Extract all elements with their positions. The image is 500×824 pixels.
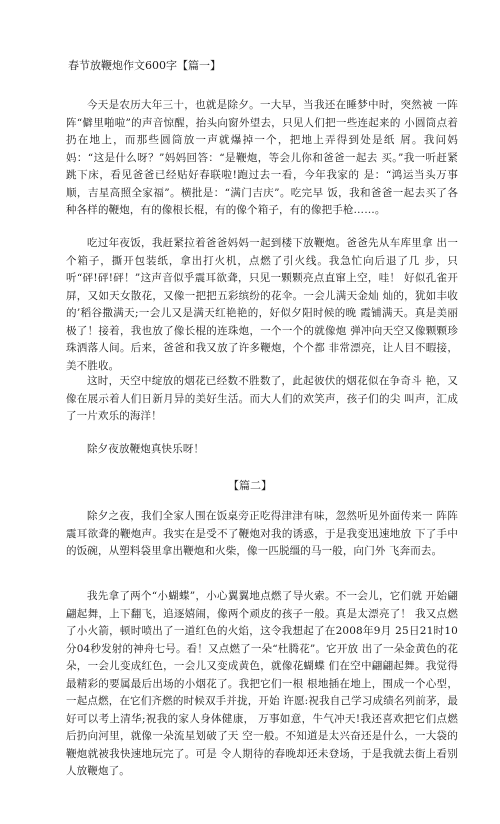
paragraph-6: 我先拿了两个“小蝴蝶”，小心翼翼地点燃了导火索。不一会儿，它们就 开始翩翩起舞，上下翻飞，追逐嬉闹，像两个顽皮的孩子一般。真是太漂亮了！ 我又点燃了小火箭，顿时喷出了一道红色的火焰，这令我想起了在2008年9月 25日21时10分04秒发射的神舟七号。看！又点燃了一朵“杜腾花”。它开放 出了一朵金黄色的花朵，一会儿变成红色，一会儿又变成黄色，就像花蝴蝶 们在空中翩翩起舞。我觉得最精彩的要属最后出场的小烟花了。我把它们一根 根地插在地上，围成一个心型，一起点燃，在它们齐燃的时候双手并拢，开始 许愿:祝我自己学习成绩名列前茅，最好可以考上清华;祝我的家人身体健康， 万事如意，牛气冲天!我还喜欢把它们点燃后扔向河里，就像一朵流星划破了天 空一般。不知道是太兴奋还是什么，一大袋的鞭炮就被我快速地玩完了。可是 令人期待的春晚却还未登场，于是我就去街上看别人放鞭炮了。 — [66, 590, 458, 777]
paragraph-4: 除夕夜放鞭炮真快乐呀！ — [87, 443, 205, 455]
document-title: 春节放鞭炮作文600字【篇一】 — [68, 59, 221, 72]
paragraph-1: 今天是农历大年三十，也就是除夕。一大早，当我还在睡梦中时，突然被 一阵阵“僻里啪啦”的声音惊醒，抬头向窗外望去，只见人们把一些连起来的 小圆筒点着扔在地上，而那些圆筒放一声就爆掉一个，把地上弄得到处是纸 屑。我问妈妈：“这是什么呀？”妈妈回答：“是鞭炮，等会儿你和爸爸一起去 买。”我一听赶紧跳下床，看见爸爸已经贴好春联啦!跑过去一看，今年我家的 是：“鸿运当头万事顺，吉星高照全家福”。横批是：“满门吉庆”。吃完早 饭，我和爸爸一起去买了各种各样的鞭炮，有的像根长棍，有的像个箱子，有的像把手枪……。 — [66, 99, 458, 216]
section-2-label: 【篇二】 — [228, 479, 272, 492]
paragraph-2: 吃过年夜饭，我赶紧拉着爸爸妈妈一起到楼下放鞭炮。爸爸先从车库里拿 出一个箱子，撕开包装纸，拿出打火机，点燃了引火线。我急忙向后退了几 步，只听“砰!砰!砰！”这声音似乎震耳欲聋，只见一颗颗亮点直窜上空，哇！ 好似孔雀开屏，又如天女散花，又像一把把五彩缤纷的花伞。一会儿满天金灿 灿的，犹如丰收的’稻谷撒满天;一会儿又是满天红艳艳的，好似夕阳时候的晚 霞铺满天。真是美丽极了！接着，我也放了像长棍的连珠炮，一个一个的就像炮 弹冲向天空又像颗颗珍珠洒落人间。后来，爸爸和我又放了许多鞭炮，个个都 非常漂亮，让人目不暇接，美不胜收。 — [66, 237, 458, 372]
paragraph-3: 这时，天空中绽放的烟花已经数不胜数了，此起彼伏的烟花似在争奇斗 艳，又像在展示着人们日新月异的美好生活。而大人们的欢笑声，孩子们的尖 叫声，汇成了一片欢乐的海洋！ — [66, 375, 458, 422]
paragraph-5: 除夕之夜，我们全家人围在饭桌旁正吃得津津有味，忽然听见外面传来一 阵阵震耳欲聋的鞭炮声。我实在是受不了鞭炮对我的诱惑，于是我变迅速地放 下了手中的饭碗，从塑料袋里拿出鞭炮和火柴，像一匹脱缰的马一般，向门外 飞奔而去。 — [66, 510, 458, 557]
